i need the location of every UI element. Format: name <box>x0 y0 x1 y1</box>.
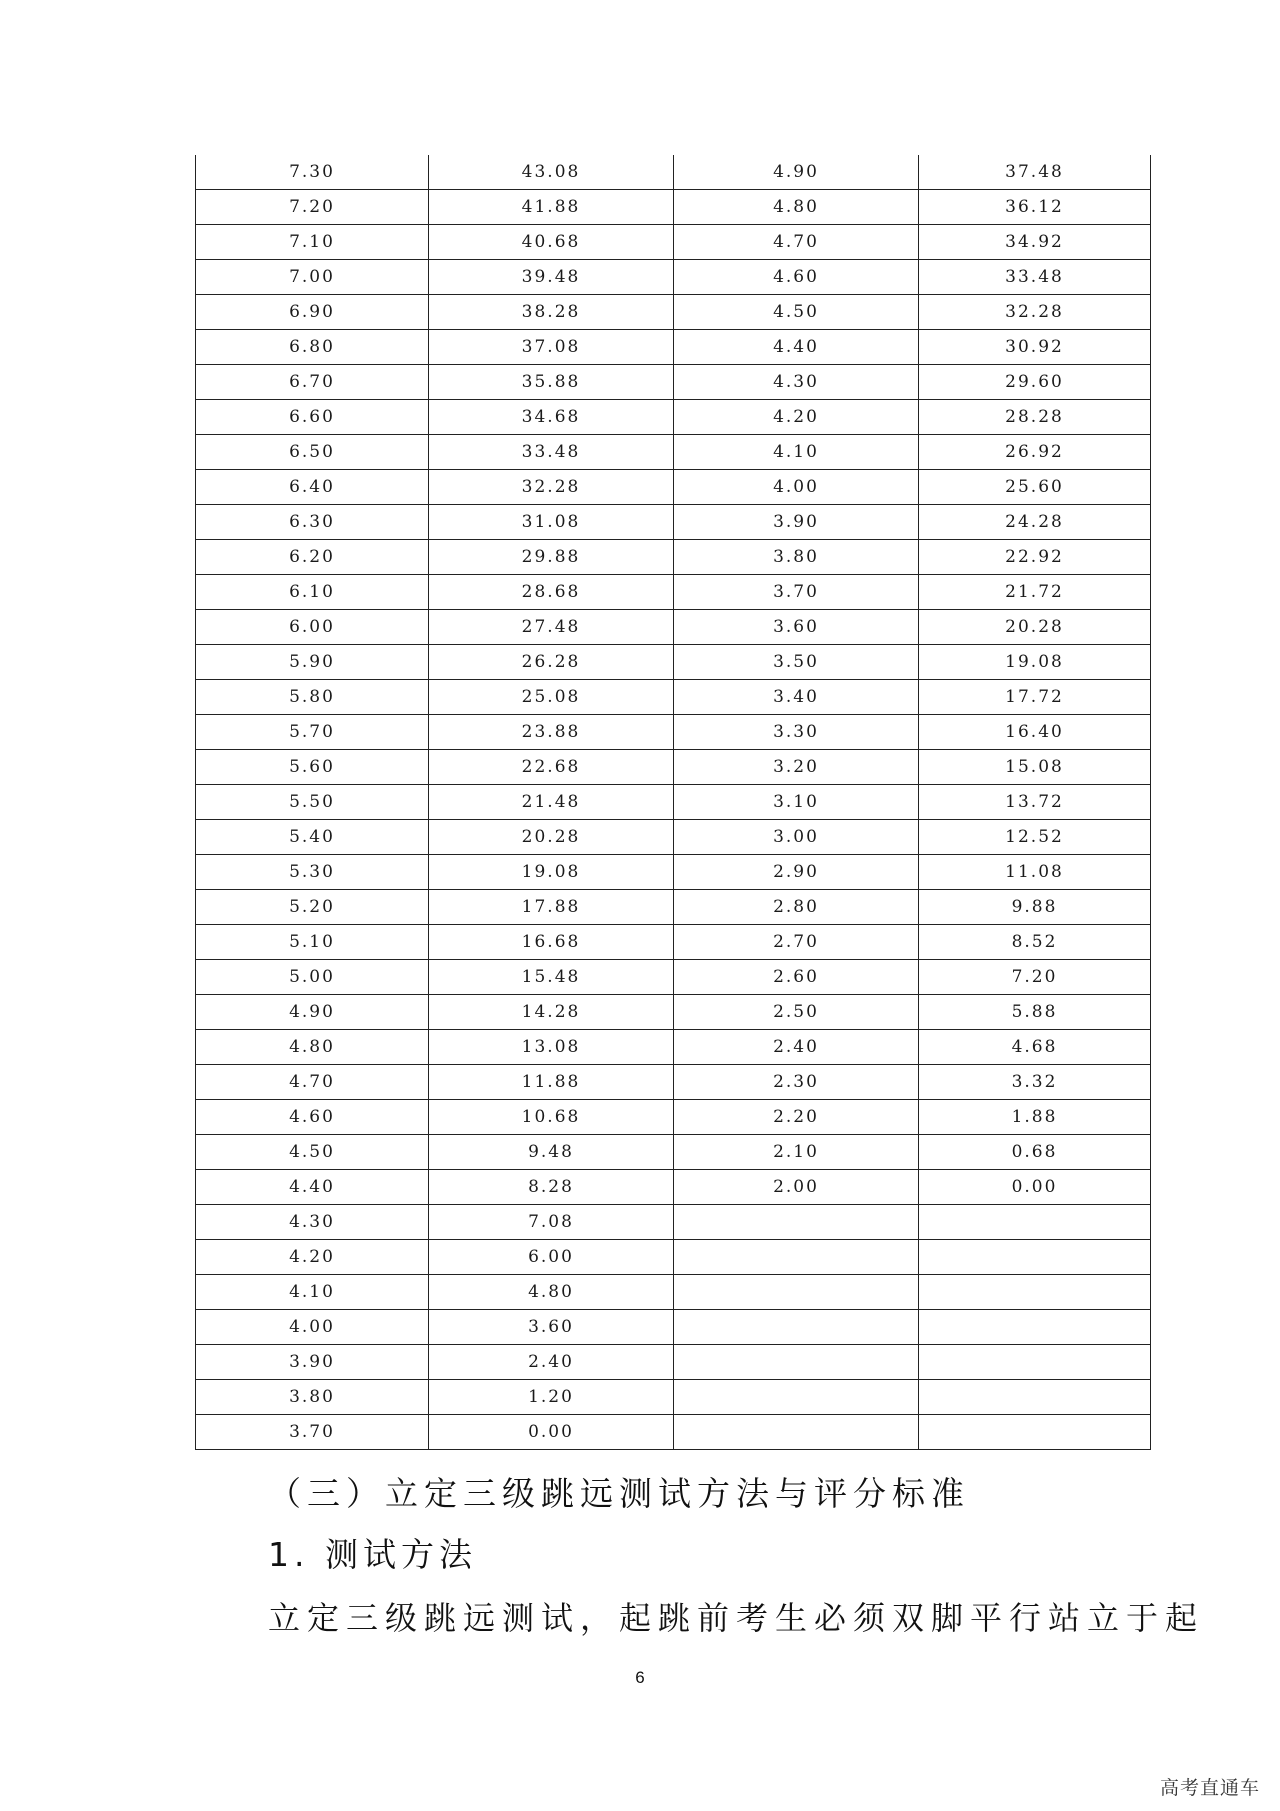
table-cell: 3.40 <box>674 680 919 715</box>
table-cell: 6.30 <box>196 505 429 540</box>
table-cell: 0.00 <box>429 1415 674 1450</box>
table-row <box>196 155 1151 190</box>
table-row <box>196 225 1151 260</box>
table-cell: 26.92 <box>919 435 1151 470</box>
table-cell: 2.00 <box>674 1170 919 1205</box>
table-cell <box>919 1415 1151 1450</box>
table-cell: 19.08 <box>919 645 1151 680</box>
table-cell: 7.20 <box>196 190 429 225</box>
table-cell: 16.40 <box>919 715 1151 750</box>
table-cell: 7.10 <box>196 225 429 260</box>
table-cell: 5.90 <box>196 645 429 680</box>
table-cell: 10.68 <box>429 1100 674 1135</box>
table-cell: 3.32 <box>919 1065 1151 1100</box>
table-cell: 8.52 <box>919 925 1151 960</box>
table-cell: 3.70 <box>196 1415 429 1450</box>
table-row <box>196 435 1151 470</box>
table-cell: 2.40 <box>429 1345 674 1380</box>
table-cell: 38.28 <box>429 295 674 330</box>
table-cell: 25.08 <box>429 680 674 715</box>
table-cell: 4.70 <box>674 225 919 260</box>
table-cell: 27.48 <box>429 610 674 645</box>
table-row <box>196 1065 1151 1100</box>
table-cell: 5.20 <box>196 890 429 925</box>
table-cell: 5.88 <box>919 995 1151 1030</box>
table-cell: 17.88 <box>429 890 674 925</box>
table-cell: 37.48 <box>919 155 1151 190</box>
table-row <box>196 855 1151 890</box>
table-cell <box>674 1275 919 1310</box>
table-cell: 6.00 <box>196 610 429 645</box>
table-row <box>196 1100 1151 1135</box>
table-cell: 21.72 <box>919 575 1151 610</box>
table-cell: 32.28 <box>919 295 1151 330</box>
table-cell: 29.60 <box>919 365 1151 400</box>
table-cell: 5.00 <box>196 960 429 995</box>
table-cell: 3.10 <box>674 785 919 820</box>
table-row <box>196 925 1151 960</box>
table-cell <box>674 1345 919 1380</box>
table-cell: 1.88 <box>919 1100 1151 1135</box>
table-row <box>196 400 1151 435</box>
table-row <box>196 715 1151 750</box>
table-cell: 0.68 <box>919 1135 1151 1170</box>
table-cell: 5.60 <box>196 750 429 785</box>
table-cell: 3.80 <box>674 540 919 575</box>
table-row <box>196 365 1151 400</box>
table-row <box>196 190 1151 225</box>
table-cell: 3.50 <box>674 645 919 680</box>
table-cell: 6.50 <box>196 435 429 470</box>
table-cell: 39.48 <box>429 260 674 295</box>
table-cell: 6.70 <box>196 365 429 400</box>
table-row <box>196 960 1151 995</box>
table-cell: 7.00 <box>196 260 429 295</box>
table-row <box>196 1380 1151 1415</box>
table-cell: 28.68 <box>429 575 674 610</box>
table-cell: 29.88 <box>429 540 674 575</box>
table-cell: 2.30 <box>674 1065 919 1100</box>
table-cell: 3.80 <box>196 1380 429 1415</box>
table-cell: 4.90 <box>196 995 429 1030</box>
table-cell: 7.30 <box>196 155 429 190</box>
table-cell: 0.00 <box>919 1170 1151 1205</box>
table-cell: 2.80 <box>674 890 919 925</box>
table-cell: 20.28 <box>429 820 674 855</box>
table-cell: 4.68 <box>919 1030 1151 1065</box>
score-table-body <box>196 155 1151 1450</box>
table-cell: 5.10 <box>196 925 429 960</box>
table-cell: 4.60 <box>196 1100 429 1135</box>
table-cell <box>674 1240 919 1275</box>
table-cell: 3.60 <box>429 1310 674 1345</box>
table-cell: 21.48 <box>429 785 674 820</box>
table-cell: 4.30 <box>674 365 919 400</box>
table-cell: 17.72 <box>919 680 1151 715</box>
table-cell: 6.10 <box>196 575 429 610</box>
table-cell: 4.80 <box>429 1275 674 1310</box>
table-cell: 2.50 <box>674 995 919 1030</box>
table-cell: 2.60 <box>674 960 919 995</box>
table-row <box>196 1310 1151 1345</box>
table-cell: 2.70 <box>674 925 919 960</box>
table-cell: 32.28 <box>429 470 674 505</box>
table-cell: 8.28 <box>429 1170 674 1205</box>
table-cell <box>674 1310 919 1345</box>
table-cell: 41.88 <box>429 190 674 225</box>
page-number: 6 <box>635 1668 645 1687</box>
table-cell: 6.20 <box>196 540 429 575</box>
table-cell: 37.08 <box>429 330 674 365</box>
table-cell: 3.60 <box>674 610 919 645</box>
table-cell: 2.20 <box>674 1100 919 1135</box>
table-cell: 4.70 <box>196 1065 429 1100</box>
table-row <box>196 540 1151 575</box>
table-cell: 3.90 <box>196 1345 429 1380</box>
table-cell: 4.30 <box>196 1205 429 1240</box>
table-row <box>196 785 1151 820</box>
table-row <box>196 610 1151 645</box>
table-cell: 34.68 <box>429 400 674 435</box>
table-cell: 3.20 <box>674 750 919 785</box>
table-cell: 3.00 <box>674 820 919 855</box>
table-row <box>196 820 1151 855</box>
table-cell: 2.10 <box>674 1135 919 1170</box>
table-cell: 6.90 <box>196 295 429 330</box>
table-row <box>196 505 1151 540</box>
table-cell: 28.28 <box>919 400 1151 435</box>
table-row <box>196 1415 1151 1450</box>
table-cell: 33.48 <box>919 260 1151 295</box>
table-cell <box>674 1380 919 1415</box>
table-cell: 4.50 <box>674 295 919 330</box>
table-cell: 4.40 <box>674 330 919 365</box>
table-row <box>196 260 1151 295</box>
table-cell: 24.28 <box>919 505 1151 540</box>
table-cell: 11.08 <box>919 855 1151 890</box>
table-cell: 34.92 <box>919 225 1151 260</box>
table-row <box>196 1205 1151 1240</box>
table-cell <box>674 1205 919 1240</box>
body-paragraph: 立定三级跳远测试，起跳前考生必须双脚平行站立于起 <box>268 1599 1205 1637</box>
table-cell: 3.70 <box>674 575 919 610</box>
table-cell <box>919 1205 1151 1240</box>
table-cell: 4.00 <box>674 470 919 505</box>
table-cell: 9.88 <box>919 890 1151 925</box>
table-cell: 7.08 <box>429 1205 674 1240</box>
section-heading: （三）立定三级跳远测试方法与评分标准 <box>268 1474 970 1513</box>
table-cell: 15.08 <box>919 750 1151 785</box>
table-row <box>196 1030 1151 1065</box>
table-cell: 4.90 <box>674 155 919 190</box>
table-row <box>196 330 1151 365</box>
table-cell: 16.68 <box>429 925 674 960</box>
score-table <box>195 155 1151 1450</box>
table-cell: 5.50 <box>196 785 429 820</box>
table-cell <box>919 1240 1151 1275</box>
table-cell: 4.80 <box>196 1030 429 1065</box>
table-cell: 6.80 <box>196 330 429 365</box>
table-cell: 11.88 <box>429 1065 674 1100</box>
table-cell: 23.88 <box>429 715 674 750</box>
table-cell: 3.30 <box>674 715 919 750</box>
table-cell: 40.68 <box>429 225 674 260</box>
table-cell: 12.52 <box>919 820 1151 855</box>
table-cell: 20.28 <box>919 610 1151 645</box>
table-row <box>196 1170 1151 1205</box>
table-cell: 35.88 <box>429 365 674 400</box>
table-cell: 19.08 <box>429 855 674 890</box>
table-row <box>196 645 1151 680</box>
table-cell: 4.80 <box>674 190 919 225</box>
table-cell: 14.28 <box>429 995 674 1030</box>
table-cell: 30.92 <box>919 330 1151 365</box>
table-row <box>196 295 1151 330</box>
table-cell: 7.20 <box>919 960 1151 995</box>
table-cell: 36.12 <box>919 190 1151 225</box>
table-cell: 6.00 <box>429 1240 674 1275</box>
table-cell: 5.70 <box>196 715 429 750</box>
table-cell <box>919 1275 1151 1310</box>
table-row <box>196 995 1151 1030</box>
table-cell: 2.90 <box>674 855 919 890</box>
table-cell: 5.30 <box>196 855 429 890</box>
table-cell: 15.48 <box>429 960 674 995</box>
table-row <box>196 1240 1151 1275</box>
table-cell <box>919 1310 1151 1345</box>
table-row <box>196 575 1151 610</box>
table-cell: 25.60 <box>919 470 1151 505</box>
table-cell: 13.08 <box>429 1030 674 1065</box>
table-row <box>196 750 1151 785</box>
table-cell: 4.40 <box>196 1170 429 1205</box>
table-cell: 43.08 <box>429 155 674 190</box>
table-cell: 4.50 <box>196 1135 429 1170</box>
table-cell: 9.48 <box>429 1135 674 1170</box>
table-cell <box>674 1415 919 1450</box>
table-cell: 4.60 <box>674 260 919 295</box>
table-row <box>196 1135 1151 1170</box>
table-cell: 4.10 <box>674 435 919 470</box>
table-cell: 4.20 <box>674 400 919 435</box>
table-row <box>196 470 1151 505</box>
table-cell <box>919 1345 1151 1380</box>
table-cell: 2.40 <box>674 1030 919 1065</box>
table-cell: 26.28 <box>429 645 674 680</box>
table-cell: 22.68 <box>429 750 674 785</box>
table-cell: 4.10 <box>196 1275 429 1310</box>
table-row <box>196 1345 1151 1380</box>
table-cell: 4.00 <box>196 1310 429 1345</box>
table-cell <box>919 1380 1151 1415</box>
table-cell: 3.90 <box>674 505 919 540</box>
table-cell: 1.20 <box>429 1380 674 1415</box>
table-cell: 22.92 <box>919 540 1151 575</box>
table-cell: 13.72 <box>919 785 1151 820</box>
table-cell: 5.40 <box>196 820 429 855</box>
table-row <box>196 680 1151 715</box>
table-cell: 5.80 <box>196 680 429 715</box>
test-method-heading: 1. 测试方法 <box>268 1535 477 1574</box>
table-row <box>196 1275 1151 1310</box>
table-cell: 4.20 <box>196 1240 429 1275</box>
table-cell: 31.08 <box>429 505 674 540</box>
table-row <box>196 890 1151 925</box>
table-cell: 6.60 <box>196 400 429 435</box>
table-cell: 33.48 <box>429 435 674 470</box>
watermark-text: 高考直通车 <box>1159 1777 1260 1799</box>
table-cell: 6.40 <box>196 470 429 505</box>
